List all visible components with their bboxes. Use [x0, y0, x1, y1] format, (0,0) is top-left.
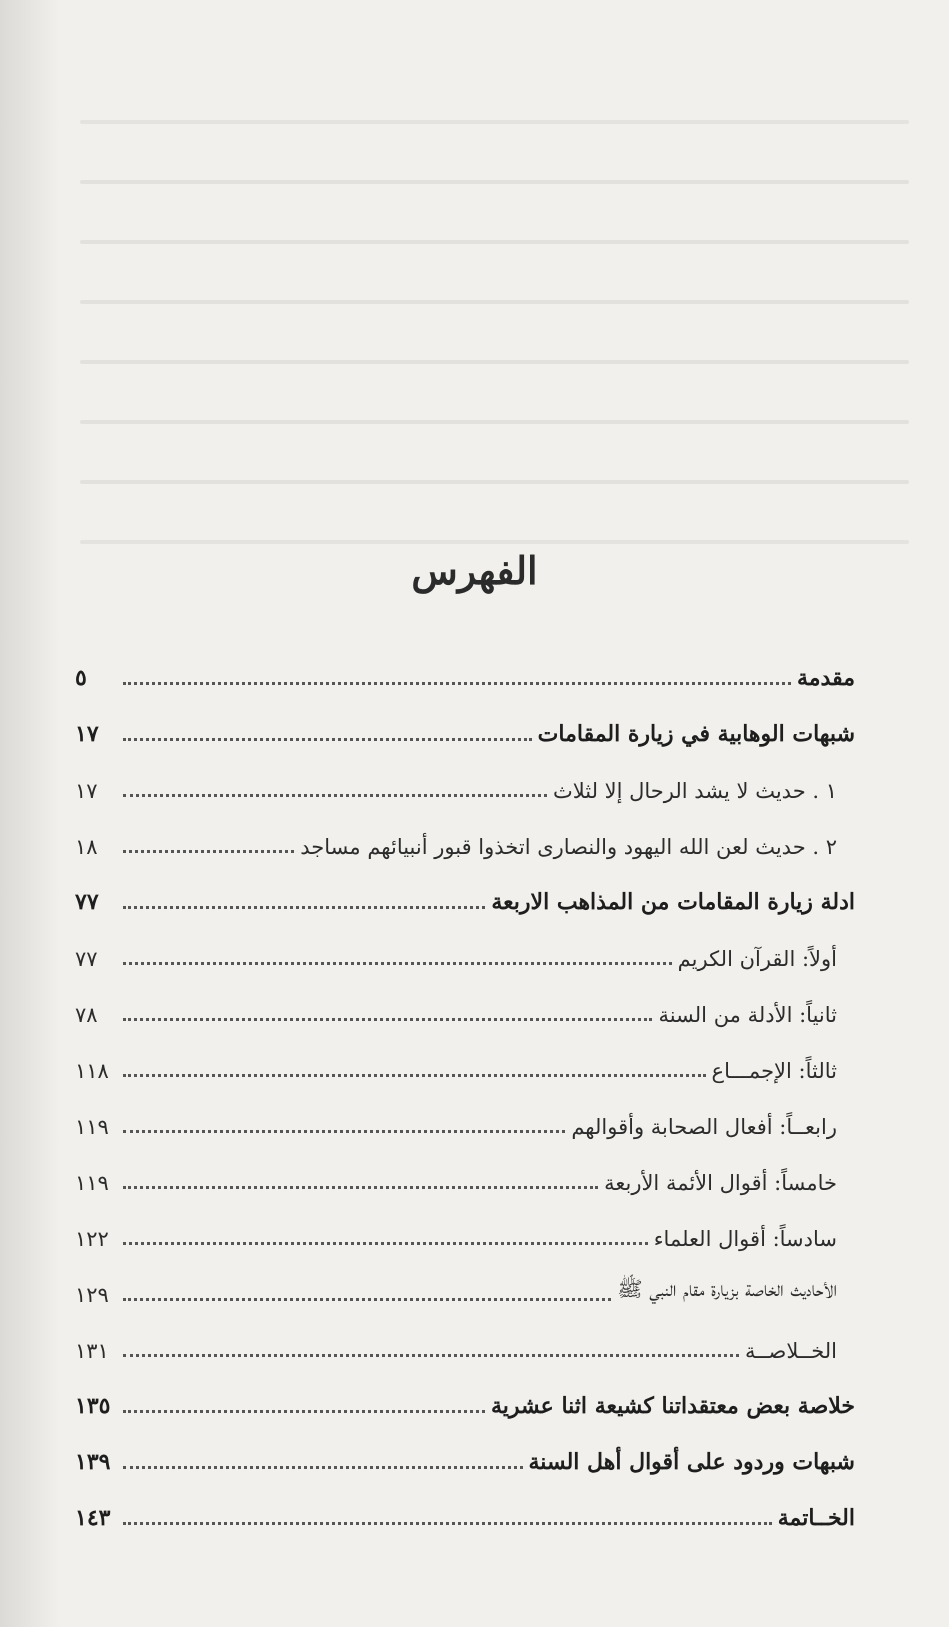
page-title: الفهرس — [411, 548, 538, 593]
toc-entry-page: ١١٩ — [75, 1115, 109, 1139]
dot-leader — [123, 794, 547, 797]
dot-leader — [123, 1298, 611, 1301]
toc-entry-page: ١٨ — [75, 835, 98, 859]
toc-entry-fourth[interactable] — [75, 1093, 855, 1149]
dot-leader — [123, 1074, 706, 1077]
toc-entry-label: رابعــاً: أفعال الصحابة وأقوالهم — [571, 1115, 837, 1139]
dot-leader — [123, 1410, 485, 1413]
toc-entry-third[interactable] — [75, 1037, 855, 1093]
toc-entry-fifth[interactable] — [75, 1149, 855, 1205]
toc-entry-page: ٧٧ — [75, 889, 99, 915]
dot-leader — [123, 738, 532, 741]
toc-entry-label: أولاً: القرآن الكريم — [677, 947, 837, 971]
toc-entry-page: ١١٩ — [75, 1171, 109, 1195]
toc-entry-label: ثالثاً: الإجمـــاع — [711, 1059, 837, 1083]
toc-entry-label: خلاصة بعض معتقداتنا كشيعة اثنا عشرية — [490, 1393, 855, 1419]
toc-entry-label: سادساً: أقوال العلماء — [653, 1227, 837, 1251]
dot-leader — [123, 1466, 523, 1469]
toc-entry-page: ١٢٢ — [75, 1227, 109, 1251]
toc-entry-hadith-2[interactable] — [75, 813, 855, 869]
toc-entry-special-hadiths[interactable] — [75, 1261, 855, 1317]
toc-entry-label: الخــلاصــة — [744, 1339, 837, 1363]
toc-entry-page: ١١٨ — [75, 1059, 109, 1083]
toc-entry-label: ثانياً: الأدلة من السنة — [658, 1003, 837, 1027]
toc-entry-sixth[interactable] — [75, 1205, 855, 1261]
dot-leader — [123, 1242, 648, 1245]
toc-entry-hadith-1[interactable] — [75, 757, 855, 813]
dot-leader — [123, 1354, 739, 1357]
toc-entry-page: ٥ — [75, 665, 87, 691]
toc-entry-label: شبهات الوهابية في زيارة المقامات — [537, 721, 855, 747]
dot-leader — [123, 1522, 772, 1525]
toc-entry-label: ١ . حديث لا يشد الرحال إلا لثلاث — [552, 779, 837, 803]
toc-entry-page: ٧٧ — [75, 947, 98, 971]
dot-leader — [123, 906, 485, 909]
toc-entry-label: خامساً: أقوال الأئمة الأربعة — [604, 1171, 837, 1195]
toc-entry-summary[interactable] — [75, 1317, 855, 1373]
toc-entry-label: ادلة زيارة المقامات من المذاهب الاربعة — [491, 889, 855, 915]
toc-entry-page: ١٧ — [75, 721, 99, 747]
toc-entry-page: ١٣٥ — [75, 1393, 111, 1419]
dot-leader — [123, 682, 791, 685]
toc-entry-label: مقدمة — [796, 665, 855, 691]
toc-entry-label: ٢ . حديث لعن الله اليهود والنصارى اتخذوا قبور أنبيائهم مساجد — [300, 835, 837, 859]
toc-entry-page: ١٣٩ — [75, 1449, 111, 1475]
dot-leader — [123, 850, 294, 853]
toc-entry-wahhabi-doubts[interactable] — [75, 701, 855, 757]
toc-entry-page: ١٢٩ — [75, 1283, 109, 1307]
toc-entry-beliefs-summary[interactable] — [75, 1373, 855, 1429]
toc-entry-page: ١٣١ — [75, 1339, 109, 1363]
dot-leader — [123, 1186, 598, 1189]
dot-leader — [123, 1018, 652, 1021]
toc-entry-second[interactable] — [75, 981, 855, 1037]
toc-entry-label: الخــاتمة — [777, 1505, 855, 1531]
toc-entry-evidence[interactable] — [75, 869, 855, 925]
toc-entry-label: الأحاديث الخاصة بزيارة مقام النبي ﷺ — [617, 1277, 837, 1301]
toc-entry-label: شبهات وردود على أقوال أهل السنة — [528, 1449, 855, 1475]
toc-entry-page: ١٤٣ — [75, 1505, 111, 1531]
toc-entry-page: ١٧ — [75, 779, 98, 803]
dot-leader — [123, 1130, 565, 1133]
toc-entry-conclusion[interactable] — [75, 1485, 855, 1541]
page-gutter-shadow — [0, 0, 60, 1627]
toc-entry-doubts-replies[interactable] — [75, 1429, 855, 1485]
toc-entry-first[interactable] — [75, 925, 855, 981]
table-of-contents — [75, 645, 855, 1541]
toc-entry-introduction[interactable] — [75, 645, 855, 701]
dot-leader — [123, 962, 672, 965]
toc-entry-page: ٧٨ — [75, 1003, 98, 1027]
